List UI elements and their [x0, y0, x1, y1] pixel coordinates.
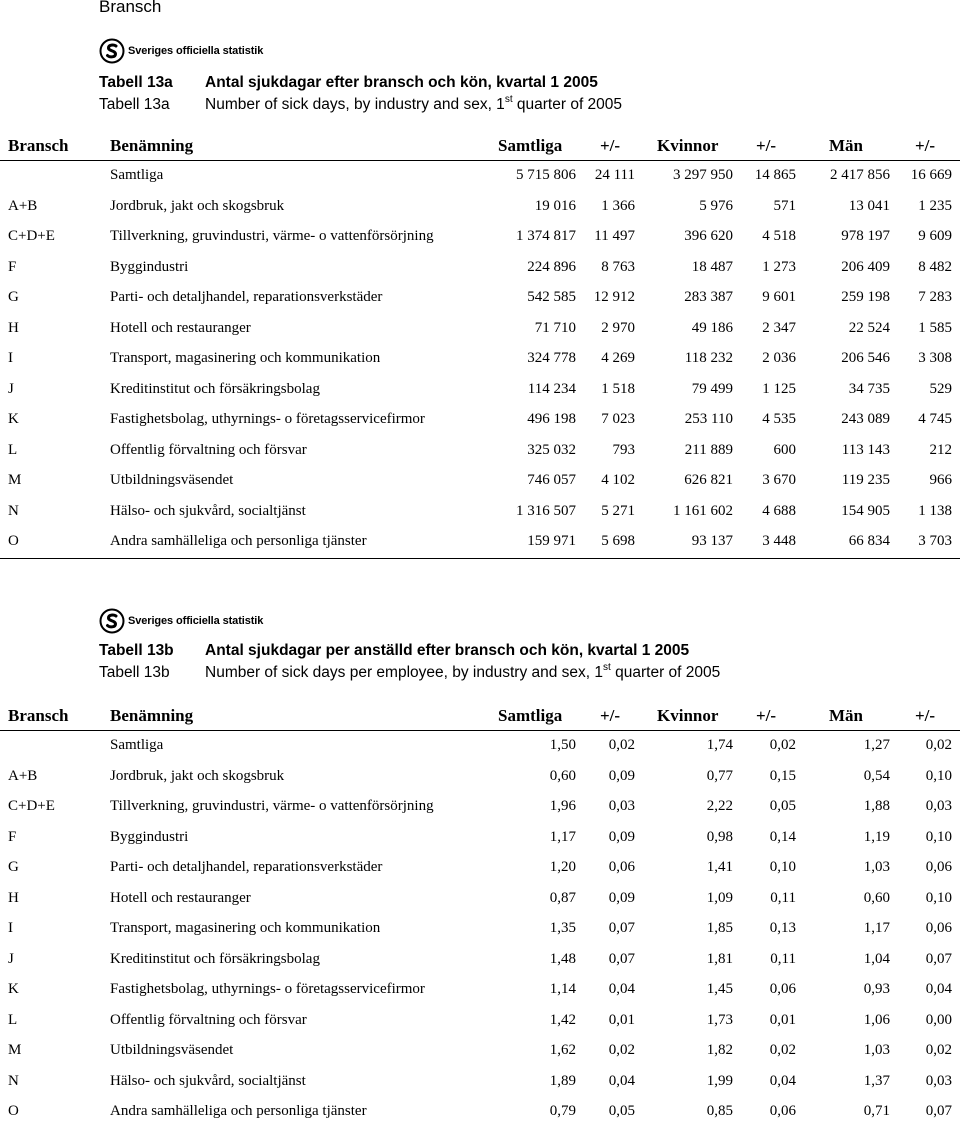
cell-col-kvinnor-change: 14 865 [754, 167, 796, 183]
cell-col-kvinnor: 49 186 [691, 319, 733, 336]
cell-col-man: 119 235 [841, 472, 890, 488]
cell-col-samtliga-change: 5 698 [601, 533, 635, 549]
cell-col-samtliga: 159 971 [527, 533, 576, 549]
cell-col-man: 243 089 [841, 411, 890, 427]
cell-col-kvinnor: 79 499 [691, 380, 733, 397]
cell-col-samtliga-change: 0,01 [608, 1011, 635, 1028]
cell-col-bransch: N [8, 1072, 19, 1089]
cell-col-man-change: 0,10 [925, 889, 952, 906]
cell-col-benamning: Fastighetsbolag, uthyrnings- o företagsservicefirmor [110, 411, 425, 427]
cell-col-man-change: 16 669 [910, 167, 952, 183]
cell-col-kvinnor-change: 0,15 [769, 767, 796, 784]
cell-col-kvinnor: 1,73 [706, 1011, 733, 1028]
cell-col-kvinnor-change: 0,01 [769, 1011, 796, 1028]
cell-col-kvinnor: 1,99 [706, 1072, 733, 1089]
cell-col-bransch: L [8, 441, 18, 458]
cell-col-man: 154 905 [841, 502, 890, 519]
cell-col-samtliga: 71 710 [534, 319, 576, 336]
cell-col-samtliga: 1 374 817 [516, 228, 576, 244]
table-row [0, 405, 960, 436]
cell-col-benamning: Andra samhälleliga och personliga tjänster [110, 1103, 367, 1119]
cell-col-samtliga: 1,96 [549, 798, 576, 814]
cell-col-benamning: Fastighetsbolag, uthyrnings- o företagsservicefirmor [110, 981, 425, 997]
cell-col-man-change: 0,07 [925, 950, 952, 967]
cell-col-man-change: 0,10 [925, 767, 952, 784]
cell-col-samtliga: 1 316 507 [516, 502, 576, 519]
cell-col-kvinnor: 0,98 [706, 828, 733, 845]
cell-col-benamning: Hotell och restauranger [110, 889, 251, 906]
cell-col-man: 2 417 856 [830, 167, 890, 183]
header-col-bransch: Bransch [8, 706, 69, 725]
cell-col-kvinnor: 283 387 [684, 289, 733, 305]
cell-col-benamning: Hälso- och sjukvård, socialtjänst [110, 502, 306, 519]
cell-col-samtliga-change: 0,02 [608, 737, 635, 753]
cell-col-man: 113 143 [841, 441, 890, 458]
cell-col-man: 1,19 [863, 828, 890, 845]
table-label-en: Tabell 13b [99, 664, 170, 681]
cell-col-benamning: Parti- och detaljhandel, reparationsverkstäder [110, 289, 383, 305]
cell-col-samtliga-change: 0,04 [608, 1072, 635, 1089]
cell-col-man-change: 529 [929, 380, 952, 397]
table-title-sv: Antal sjukdagar per anställd efter bransch och kön, kvartal 1 2005 [205, 642, 690, 659]
cell-col-man-change: 0,03 [925, 1072, 952, 1089]
cell-col-man-change: 1 235 [918, 197, 952, 214]
cell-col-man: 13 041 [848, 197, 890, 214]
cell-col-kvinnor: 211 889 [684, 441, 733, 458]
cell-col-kvinnor: 1,81 [706, 950, 733, 967]
cell-col-benamning: Jordbruk, jakt och skogsbruk [110, 197, 285, 214]
cell-col-samtliga-change: 24 111 [594, 167, 635, 183]
table-row [0, 161, 960, 192]
cell-col-benamning: Byggindustri [110, 258, 189, 275]
cell-col-benamning: Tillverkning, gruvindustri, värme- o vattenförsörjning [110, 798, 434, 814]
cell-col-kvinnor: 0,77 [706, 767, 733, 784]
cell-col-kvinnor-change: 0,11 [770, 950, 796, 967]
cell-col-kvinnor: 18 487 [691, 258, 733, 275]
cell-col-bransch: O [8, 533, 19, 549]
cell-col-samtliga-change: 793 [612, 441, 635, 458]
cell-col-man: 259 198 [841, 289, 890, 305]
cell-col-man: 1,17 [863, 920, 890, 936]
cell-col-kvinnor: 253 110 [684, 411, 733, 427]
cell-col-kvinnor: 1,41 [706, 859, 733, 875]
cell-col-man: 22 524 [848, 319, 890, 336]
table-row [0, 344, 960, 375]
cell-col-samtliga-change: 0,04 [608, 981, 635, 997]
cell-col-man-change: 0,02 [925, 1042, 952, 1058]
table-label-en: Tabell 13a [99, 96, 170, 113]
table-row [0, 884, 960, 915]
table-row [0, 222, 960, 253]
header-col-samtliga: Samtliga [498, 136, 563, 155]
sos-logo-icon [99, 608, 125, 634]
header-col-man: Män [829, 706, 863, 725]
cell-col-bransch: O [8, 1103, 19, 1119]
cell-col-samtliga: 496 198 [527, 411, 576, 427]
cell-col-bransch: C+D+E [8, 228, 55, 244]
cell-col-samtliga-change: 0,09 [608, 767, 635, 784]
cell-col-benamning: Kreditinstitut och försäkringsbolag [110, 950, 320, 967]
table-row [0, 192, 960, 223]
header-col-samtliga-change: +/- [600, 706, 621, 725]
table-row [0, 1067, 960, 1098]
cell-col-bransch: H [8, 889, 19, 906]
table-row [0, 792, 960, 823]
cell-col-bransch: A+B [8, 767, 38, 784]
cell-col-man-change: 0,06 [925, 859, 952, 875]
cell-col-man: 1,88 [863, 798, 890, 814]
cell-col-benamning: Utbildningsväsendet [110, 472, 234, 488]
header-col-kvinnor: Kvinnor [657, 136, 719, 155]
cell-col-kvinnor: 5 976 [699, 197, 733, 214]
cell-col-samtliga-change: 0,05 [608, 1103, 635, 1119]
table-row [0, 1036, 960, 1067]
table-row [0, 466, 960, 497]
cell-col-kvinnor: 1 161 602 [673, 502, 733, 519]
cell-col-kvinnor-change: 2 036 [762, 350, 796, 366]
table-row [0, 945, 960, 976]
cell-col-man-change: 0,06 [925, 920, 952, 936]
cell-col-kvinnor-change: 571 [773, 197, 796, 214]
cell-col-samtliga-change: 0,09 [608, 889, 635, 906]
cell-col-man-change: 966 [929, 472, 952, 488]
table-13b [0, 700, 960, 1128]
cell-col-samtliga-change: 8 763 [601, 258, 635, 275]
cell-col-man: 1,03 [863, 859, 890, 875]
cell-col-samtliga: 542 585 [527, 289, 576, 305]
table-row [0, 436, 960, 467]
cell-col-samtliga: 114 234 [527, 380, 576, 397]
cell-col-man-change: 1 585 [918, 319, 952, 336]
cell-col-man-change: 3 308 [918, 350, 952, 366]
cell-col-man-change: 0,04 [925, 981, 952, 997]
cell-col-kvinnor-change: 0,13 [769, 920, 796, 936]
cell-col-kvinnor-change: 0,06 [769, 981, 796, 997]
cell-col-samtliga: 746 057 [527, 472, 576, 488]
table-header-row [0, 700, 960, 731]
cell-col-samtliga-change: 0,07 [608, 950, 635, 967]
cell-col-samtliga-change: 0,09 [608, 828, 635, 845]
table-row [0, 762, 960, 793]
cell-col-man-change: 0,00 [925, 1011, 952, 1028]
table-13b-caption [99, 640, 720, 684]
header-col-man-change: +/- [915, 706, 936, 725]
cell-col-samtliga: 5 715 806 [516, 167, 576, 183]
cell-col-bransch: M [8, 1042, 22, 1058]
cell-col-man: 34 735 [848, 380, 890, 397]
cell-col-bransch: G [8, 289, 19, 305]
page-heading: Bransch [99, 0, 162, 16]
cell-col-benamning: Hotell och restauranger [110, 319, 251, 336]
cell-col-samtliga: 1,62 [549, 1042, 576, 1058]
cell-col-samtliga: 1,35 [549, 920, 576, 936]
table-bottom-rule [0, 558, 960, 559]
table-title-sv: Antal sjukdagar efter bransch och kön, kvartal 1 2005 [205, 74, 598, 91]
cell-col-bransch: L [8, 1011, 18, 1028]
cell-col-man: 0,54 [863, 767, 890, 784]
cell-col-man-change: 0,02 [925, 737, 952, 753]
cell-col-benamning: Utbildningsväsendet [110, 1042, 234, 1058]
table-label-sv: Tabell 13b [99, 642, 174, 659]
cell-col-kvinnor-change: 0,14 [769, 828, 796, 845]
header-col-man-change: +/- [915, 136, 936, 155]
cell-col-samtliga-change: 1 518 [601, 380, 635, 397]
cell-col-man: 66 834 [848, 533, 890, 549]
cell-col-kvinnor: 3 297 950 [673, 167, 733, 183]
cell-col-bransch: K [8, 981, 19, 997]
cell-col-man-change: 4 745 [918, 411, 952, 427]
cell-col-samtliga: 0,87 [549, 889, 576, 906]
cell-col-benamning: Andra samhälleliga och personliga tjänster [110, 533, 367, 549]
cell-col-benamning: Jordbruk, jakt och skogsbruk [110, 767, 285, 784]
cell-col-man: 0,71 [863, 1103, 890, 1119]
cell-col-man-change: 0,03 [925, 798, 952, 814]
header-col-kvinnor: Kvinnor [657, 706, 719, 725]
cell-col-samtliga: 1,48 [549, 950, 576, 967]
cell-col-bransch: F [8, 258, 17, 275]
cell-col-samtliga-change: 2 970 [601, 319, 635, 336]
table-13a [0, 130, 960, 559]
cell-col-man: 0,60 [863, 889, 890, 906]
table-label-sv: Tabell 13a [99, 74, 173, 91]
cell-col-kvinnor-change: 9 601 [762, 289, 796, 305]
header-col-kvinnor-change: +/- [756, 706, 777, 725]
cell-col-kvinnor: 1,74 [706, 737, 733, 753]
cell-col-samtliga: 1,42 [549, 1011, 576, 1028]
cell-col-kvinnor-change: 0,11 [770, 889, 796, 906]
cell-col-kvinnor-change: 0,02 [769, 1042, 796, 1058]
table-row [0, 731, 960, 762]
cell-col-bransch: J [8, 950, 14, 967]
table-header-row [0, 130, 960, 161]
header-col-samtliga: Samtliga [498, 706, 563, 725]
table-13a-caption [99, 72, 622, 116]
header-col-benamning: Benämning [110, 136, 194, 155]
cell-col-samtliga: 0,60 [549, 767, 576, 784]
cell-col-benamning: Offentlig förvaltning och försvar [110, 1011, 307, 1028]
table-row [0, 853, 960, 884]
cell-col-benamning: Transport, magasinering och kommunikation [110, 350, 381, 366]
cell-col-benamning: Samtliga [110, 167, 164, 183]
table-row [0, 497, 960, 528]
cell-col-kvinnor-change: 0,06 [769, 1103, 796, 1119]
cell-col-man-change: 7 283 [918, 289, 952, 305]
cell-col-bransch: I [8, 920, 13, 936]
sos-logo [99, 608, 263, 634]
cell-col-samtliga-change: 11 497 [594, 228, 635, 244]
table-row [0, 914, 960, 945]
table-row [0, 314, 960, 345]
cell-col-samtliga-change: 7 023 [601, 411, 635, 427]
cell-col-man: 1,37 [863, 1072, 890, 1089]
cell-col-bransch: J [8, 380, 14, 397]
cell-col-bransch: G [8, 859, 19, 875]
cell-col-bransch: I [8, 350, 13, 366]
cell-col-samtliga-change: 0,03 [608, 798, 635, 814]
cell-col-kvinnor-change: 600 [773, 441, 796, 458]
header-col-kvinnor-change: +/- [756, 136, 777, 155]
cell-col-bransch: N [8, 502, 19, 519]
cell-col-samtliga: 0,79 [549, 1103, 576, 1119]
sos-logo-text: Sveriges officiella statistik [128, 45, 264, 57]
cell-col-kvinnor: 1,82 [706, 1042, 733, 1058]
cell-col-man: 1,27 [863, 737, 890, 753]
cell-col-kvinnor: 0,85 [706, 1103, 733, 1119]
cell-col-benamning: Samtliga [110, 737, 164, 753]
table-row [0, 527, 960, 558]
cell-col-benamning: Parti- och detaljhandel, reparationsverkstäder [110, 859, 383, 875]
cell-col-samtliga-change: 4 102 [601, 472, 635, 488]
cell-col-benamning: Tillverkning, gruvindustri, värme- o vattenförsörjning [110, 228, 434, 244]
header-col-benamning: Benämning [110, 706, 194, 725]
cell-col-bransch: A+B [8, 197, 38, 214]
cell-col-samtliga: 19 016 [534, 197, 576, 214]
table-row [0, 823, 960, 854]
cell-col-benamning: Kreditinstitut och försäkringsbolag [110, 380, 320, 397]
cell-col-benamning: Transport, magasinering och kommunikation [110, 920, 381, 936]
cell-col-bransch: C+D+E [8, 798, 55, 814]
table-title-en: Number of sick days, by industry and sex, 1st quarter of 2005 [205, 93, 623, 113]
cell-col-kvinnor-change: 0,10 [769, 859, 796, 875]
table-row [0, 283, 960, 314]
cell-col-kvinnor: 1,85 [706, 920, 733, 936]
cell-col-samtliga-change: 0,02 [608, 1042, 635, 1058]
cell-col-kvinnor-change: 2 347 [762, 319, 796, 336]
header-col-bransch: Bransch [8, 136, 69, 155]
cell-col-samtliga: 1,14 [549, 981, 576, 997]
cell-col-kvinnor: 396 620 [684, 228, 733, 244]
cell-col-man: 1,03 [863, 1042, 890, 1058]
cell-col-kvinnor: 1,45 [706, 981, 733, 997]
table-row [0, 375, 960, 406]
cell-col-bransch: F [8, 828, 17, 845]
cell-col-man-change: 0,10 [925, 828, 952, 845]
cell-col-kvinnor-change: 0,04 [769, 1072, 796, 1089]
cell-col-samtliga: 325 032 [527, 441, 576, 458]
cell-col-samtliga-change: 0,07 [608, 920, 635, 936]
sos-logo-text: Sveriges officiella statistik [128, 615, 264, 627]
table-row [0, 975, 960, 1006]
cell-col-kvinnor-change: 4 688 [762, 502, 796, 519]
cell-col-man-change: 1 138 [918, 502, 952, 519]
table-row [0, 1097, 960, 1128]
cell-col-man-change: 3 703 [918, 533, 952, 549]
cell-col-man: 206 409 [841, 258, 890, 275]
cell-col-kvinnor-change: 1 273 [762, 258, 796, 275]
cell-col-bransch: K [8, 411, 19, 427]
cell-col-kvinnor: 1,09 [706, 889, 733, 906]
cell-col-kvinnor-change: 4 535 [762, 411, 796, 427]
cell-col-samtliga-change: 1 366 [601, 197, 635, 214]
sos-logo-icon [99, 38, 125, 64]
cell-col-man-change: 8 482 [918, 258, 952, 275]
cell-col-kvinnor-change: 1 125 [762, 380, 796, 397]
cell-col-benamning: Byggindustri [110, 828, 189, 845]
cell-col-kvinnor: 626 821 [684, 472, 733, 488]
cell-col-samtliga-change: 5 271 [601, 502, 635, 519]
header-col-man: Män [829, 136, 863, 155]
cell-col-kvinnor-change: 3 670 [762, 472, 796, 488]
cell-col-bransch: H [8, 319, 19, 336]
cell-col-kvinnor: 2,22 [706, 798, 733, 814]
cell-col-samtliga-change: 12 912 [593, 289, 635, 305]
cell-col-man: 1,06 [863, 1011, 890, 1028]
cell-col-benamning: Offentlig förvaltning och försvar [110, 441, 307, 458]
cell-col-samtliga-change: 0,06 [608, 859, 635, 875]
header-col-samtliga-change: +/- [600, 136, 621, 155]
cell-col-bransch: M [8, 472, 22, 488]
table-row [0, 253, 960, 284]
cell-col-kvinnor-change: 0,05 [769, 798, 796, 814]
cell-col-samtliga: 1,20 [549, 859, 576, 875]
cell-col-man: 1,04 [863, 950, 890, 967]
cell-col-samtliga: 1,50 [549, 737, 576, 753]
cell-col-man-change: 212 [929, 441, 952, 458]
cell-col-man: 978 197 [841, 228, 890, 244]
table-row [0, 1006, 960, 1037]
cell-col-man-change: 0,07 [925, 1103, 952, 1119]
cell-col-samtliga: 1,89 [549, 1072, 576, 1089]
table-title-en: Number of sick days per employee, by industry and sex, 1st quarter of 2005 [205, 661, 721, 681]
cell-col-samtliga: 1,17 [549, 828, 576, 845]
cell-col-benamning: Hälso- och sjukvård, socialtjänst [110, 1072, 306, 1089]
cell-col-kvinnor: 93 137 [691, 533, 733, 549]
cell-col-kvinnor-change: 4 518 [762, 228, 796, 244]
cell-col-kvinnor-change: 0,02 [769, 737, 796, 753]
cell-col-man-change: 9 609 [918, 228, 952, 244]
sos-logo [99, 38, 263, 64]
cell-col-samtliga-change: 4 269 [601, 350, 635, 366]
cell-col-kvinnor-change: 3 448 [762, 533, 796, 549]
cell-col-samtliga: 324 778 [527, 350, 576, 366]
cell-col-man: 0,93 [863, 981, 890, 997]
cell-col-samtliga: 224 896 [527, 258, 576, 275]
cell-col-kvinnor: 118 232 [684, 350, 733, 366]
cell-col-man: 206 546 [841, 350, 890, 366]
